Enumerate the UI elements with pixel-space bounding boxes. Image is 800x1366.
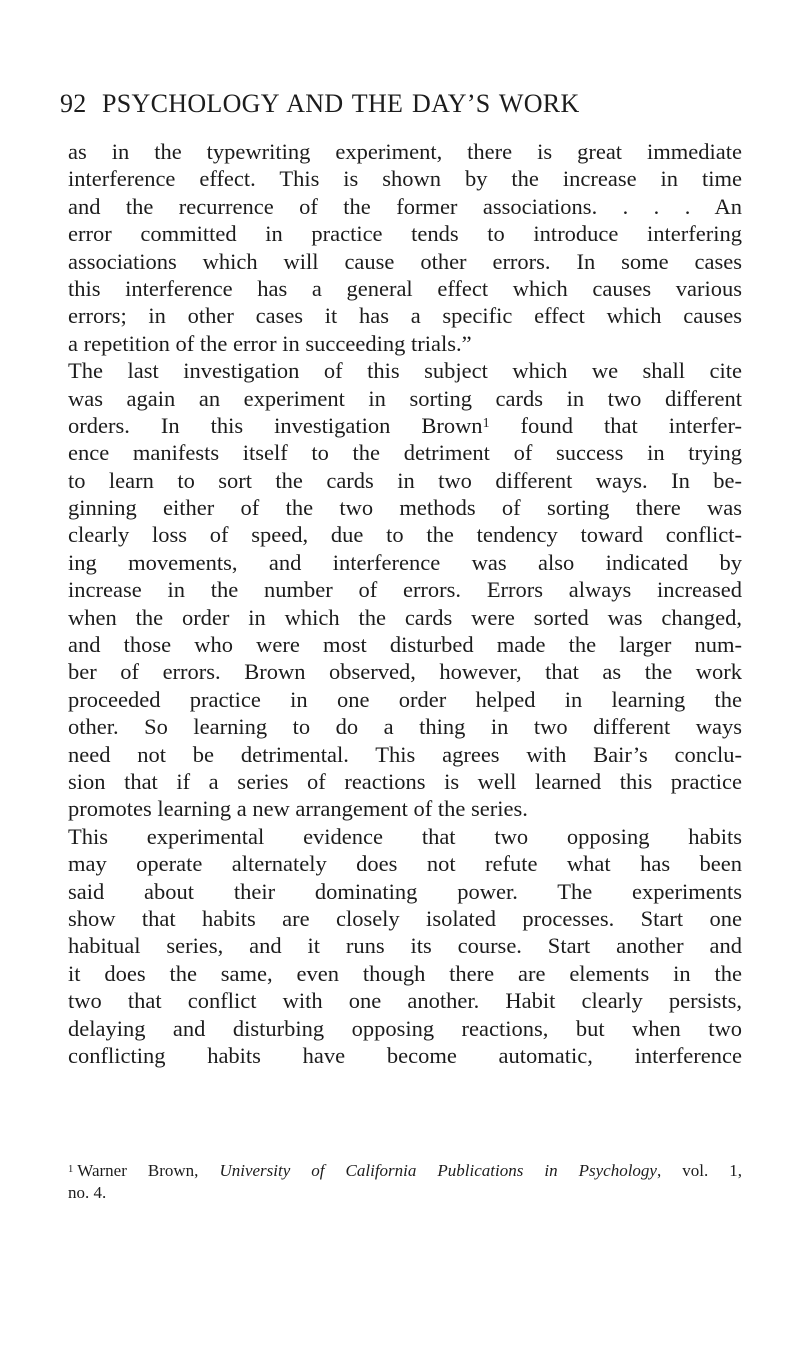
footnote-marker: 1 bbox=[68, 1163, 74, 1175]
footnote-volume: , vol. 1, bbox=[656, 1161, 743, 1180]
text-line: habitual series, and it runs its course. Start another and bbox=[68, 933, 742, 959]
footnote bbox=[68, 1160, 742, 1204]
paragraph-first-line: This experimental evidence that two opposing habits bbox=[68, 823, 742, 849]
text-line: error committed in practice tends to introduce interfering bbox=[68, 221, 742, 247]
footnote-author: Warner Brown, bbox=[77, 1161, 220, 1180]
text-line: delaying and disturbing opposing reactions, but when two bbox=[68, 1015, 742, 1041]
text-line: other. So learning to do a thing in two different ways bbox=[68, 714, 742, 740]
text-line: when the order in which the cards were sorted was changed, bbox=[68, 604, 742, 630]
running-head bbox=[60, 86, 740, 122]
text-segment: orders. In this investigation Brown bbox=[68, 412, 483, 438]
text-line: proceeded practice in one order helped in learning the bbox=[68, 686, 742, 712]
text-line: show that habits are closely isolated processes. Start one bbox=[68, 905, 742, 931]
text-line: ginning either of the two methods of sorting there was bbox=[68, 495, 742, 521]
text-line: ber of errors. Brown observed, however, that as the work bbox=[68, 659, 742, 685]
text-line: ence manifests itself to the detriment of success in trying bbox=[68, 440, 742, 466]
text-line: said about their dominating power. The experiments bbox=[68, 878, 742, 904]
text-line: this interference has a general effect which causes various bbox=[68, 275, 742, 301]
text-segment: found that interfer- bbox=[489, 412, 742, 438]
text-line: need not be detrimental. This agrees with Bair’s conclu- bbox=[68, 741, 742, 767]
footnote-line bbox=[68, 1160, 742, 1182]
text-line: conflicting habits have become automatic, interference bbox=[68, 1042, 742, 1068]
text-line: sion that if a series of reactions is well learned this practice bbox=[68, 768, 742, 794]
text-line: two that conflict with one another. Habit clearly persists, bbox=[68, 988, 742, 1014]
text-line: associations which will cause other errors. In some cases bbox=[68, 248, 742, 274]
footnote-line: no. 4. bbox=[68, 1183, 107, 1202]
footnote-reference: 1 bbox=[482, 415, 490, 431]
text-line-with-footnote-ref bbox=[68, 412, 742, 439]
page-number: 92 bbox=[60, 89, 87, 118]
text-line: interference effect. This is shown by the increase in time bbox=[68, 166, 742, 192]
text-line: increase in the number of errors. Errors always increased bbox=[68, 577, 742, 603]
text-line: a repetition of the error in succeeding trials.” bbox=[68, 330, 472, 356]
text-line: it does the same, even though there are elements in the bbox=[68, 960, 742, 986]
text-line: as in the typewriting experiment, there is great immediate bbox=[68, 139, 742, 164]
text-line: was again an experiment in sorting cards in two different bbox=[68, 385, 742, 411]
footnote-journal: University of California Publications in Psychology bbox=[219, 1161, 657, 1180]
text-line: and those who were most disturbed made the larger num- bbox=[68, 632, 742, 658]
text-line: may operate alternately does not refute what has been bbox=[68, 851, 742, 877]
text-line: promotes learning a new arrangement of the series. bbox=[68, 796, 528, 822]
running-title: PSYCHOLOGY AND THE DAY’S WORK bbox=[102, 89, 580, 118]
text-line: to learn to sort the cards in two different ways. In be- bbox=[68, 467, 742, 493]
text-line: errors; in other cases it has a specific effect which causes bbox=[68, 303, 742, 329]
text-line: ing movements, and interference was also indicated by bbox=[68, 549, 742, 575]
text-line: and the recurrence of the former associations. . . . An bbox=[68, 193, 742, 219]
text-line: clearly loss of speed, due to the tendency toward conflict- bbox=[68, 522, 742, 548]
body-text bbox=[68, 138, 742, 1069]
paragraph-first-line: The last investigation of this subject which we shall cite bbox=[68, 358, 742, 384]
